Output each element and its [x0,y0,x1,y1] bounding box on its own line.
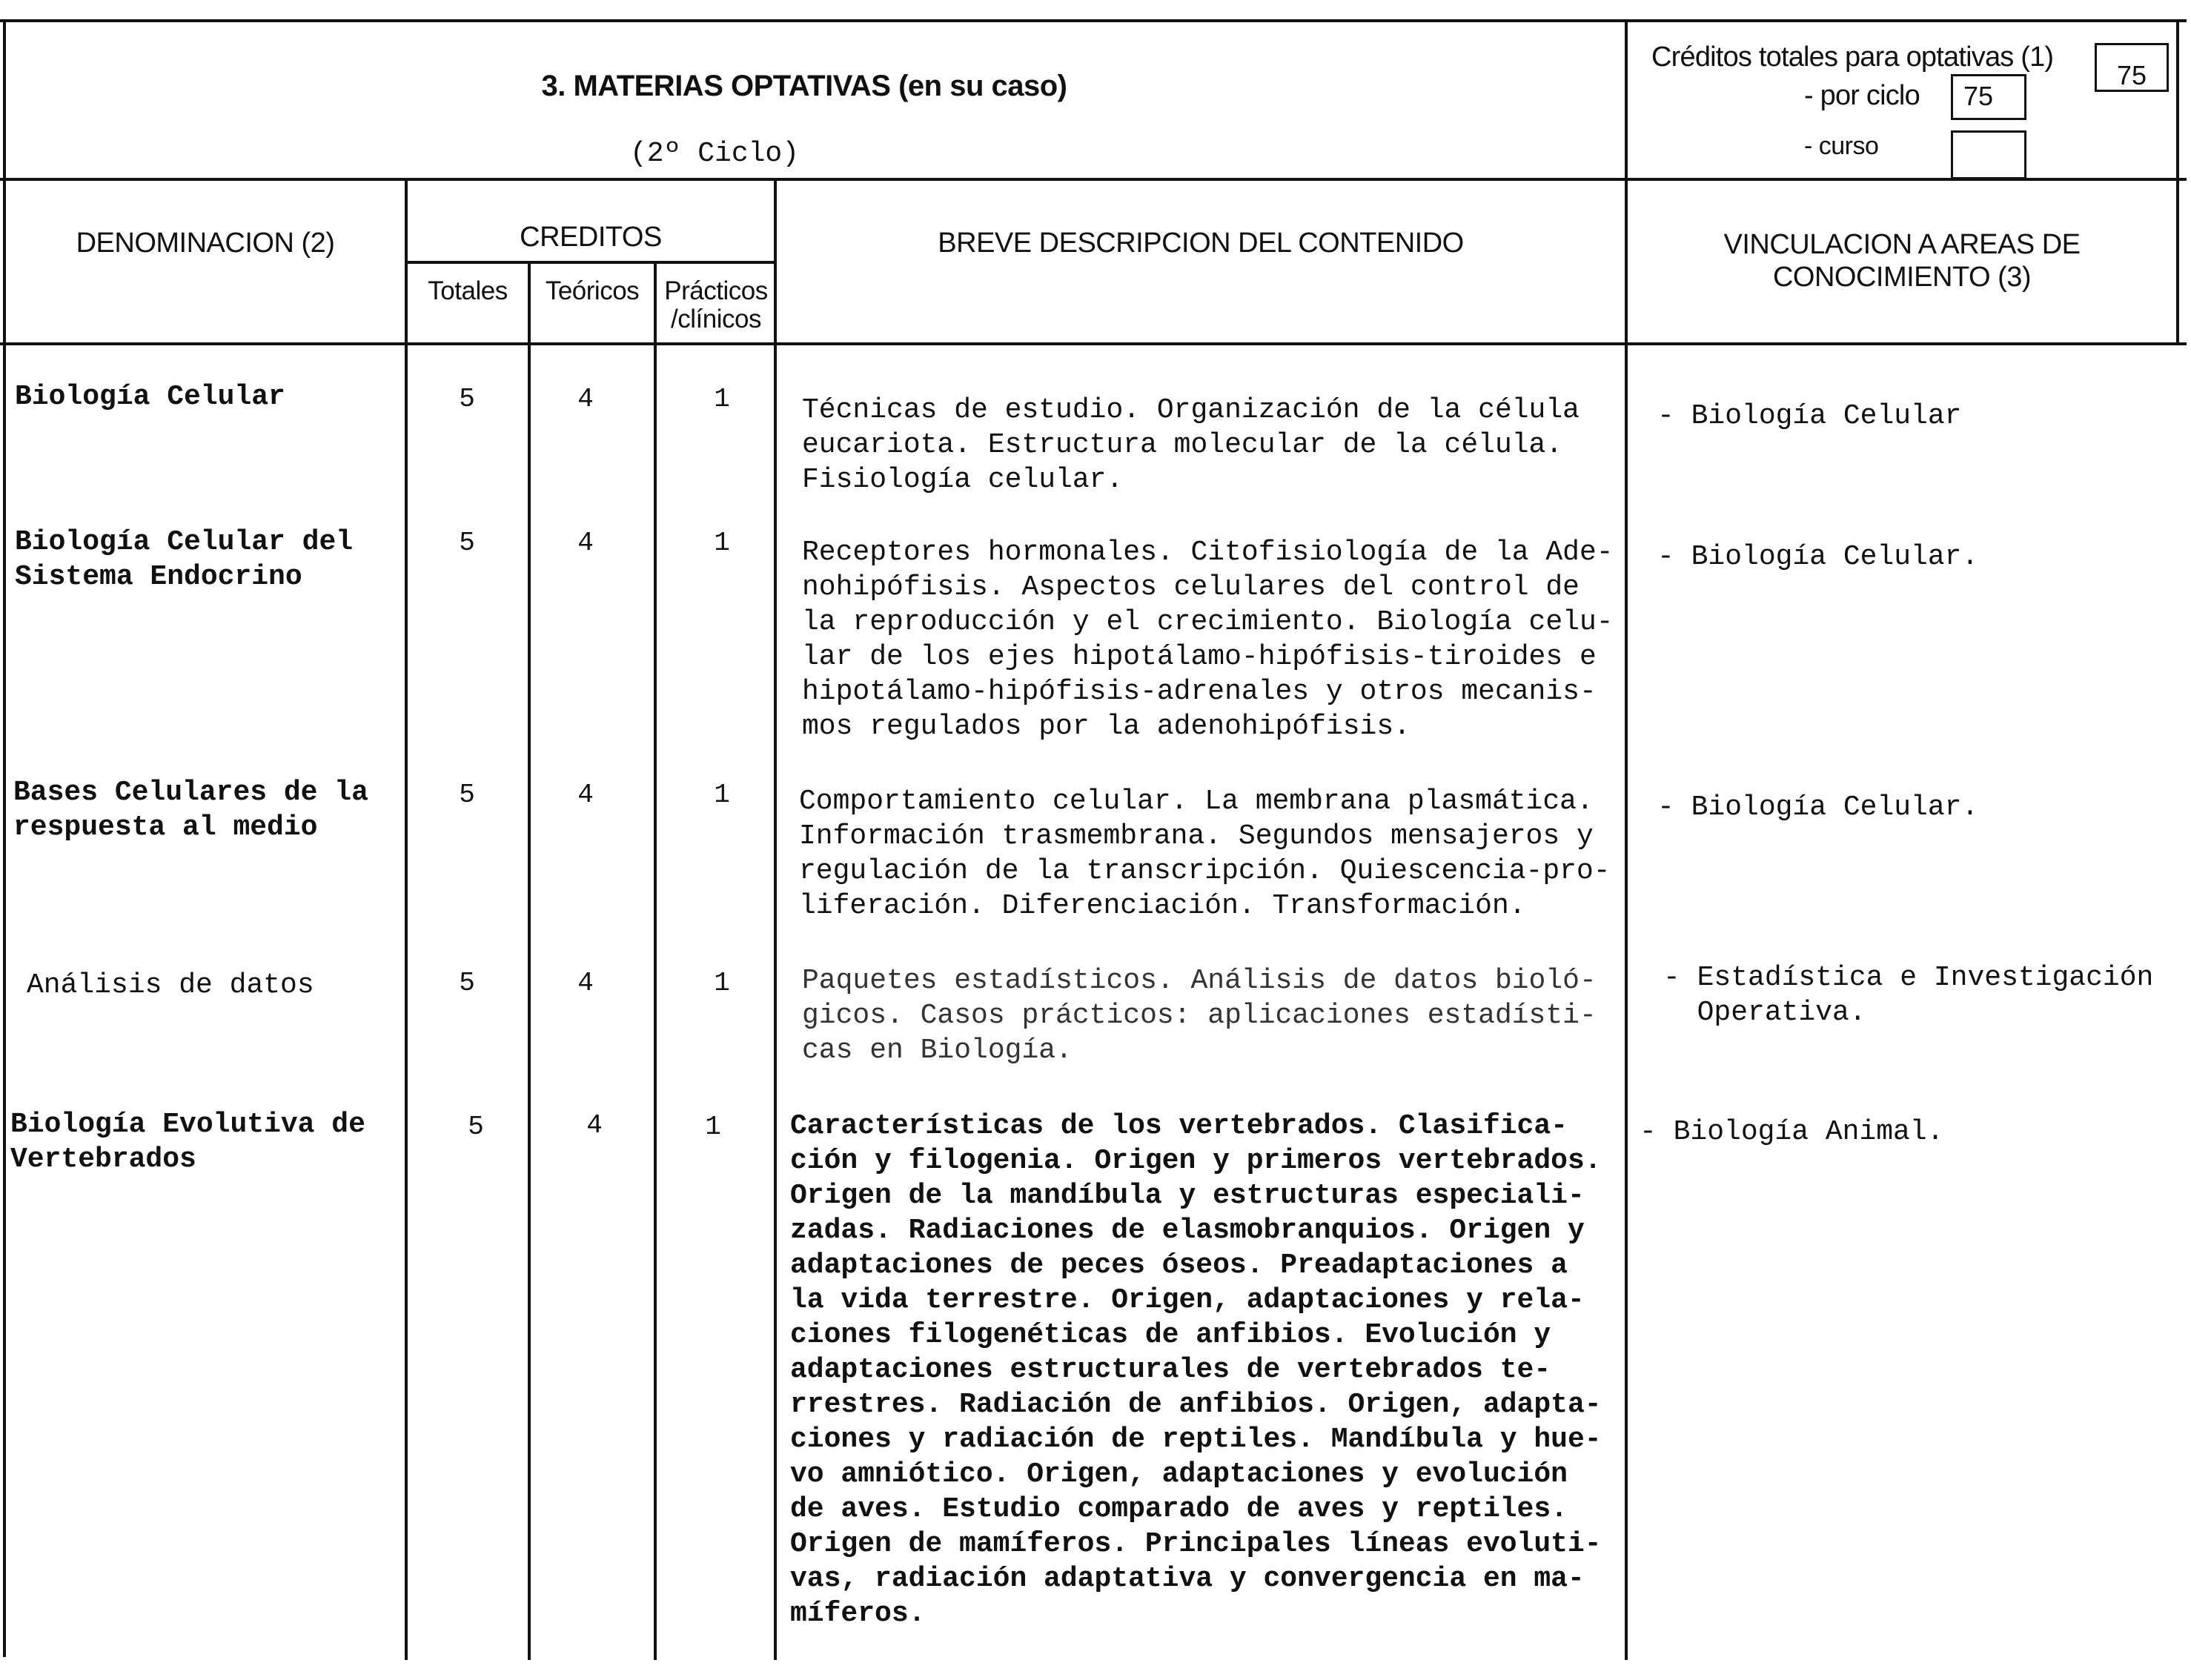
row-5-teoricos: 4 [586,1110,603,1141]
col-header-vinculacion-line1: VINCULACION A AREAS DE [1723,229,2081,260]
col-header-vinculacion [1628,228,2176,293]
per-cycle-box [1951,74,2026,120]
left-border [3,19,6,1657]
per-cycle-label: - por ciclo [1804,80,1920,111]
row-2-teoricos: 4 [577,528,594,558]
credits-total-value: 75 [2116,60,2147,90]
row-1-area: - Biología Celular [1657,400,1962,432]
header-bottom-line [0,178,2187,181]
row-2-name: Biología Celular del Sistema Endocrino [15,526,354,593]
row-4-name: Análisis de datos [27,969,314,1001]
row-4-totales: 5 [459,968,475,998]
col-header-totales: Totales [428,276,508,305]
row-3-name: Bases Celulares de la respuesta al medio [13,777,368,843]
right-border [2176,19,2179,345]
row-4-description: Paquetes estadísticos. Análisis de datos bioló- gicos. Casos prácticos: aplicaciones estadísti- cas en Biología. [802,965,1597,1066]
row-3-area: - Biología Celular. [1657,791,1979,823]
row-4-practicos: 1 [714,968,730,998]
column-header-bottom-line [0,342,2187,345]
row-4-teoricos: 4 [577,968,594,998]
col-sep-denominacion [405,178,408,1660]
row-3-practicos: 1 [714,780,730,810]
course-box [1951,130,2026,179]
row-4-area: - Estadística e Investigación Operativa. [1663,962,2154,1029]
cycle-label: (2º Ciclo) [630,138,800,170]
page-title: 3. MATERIAS OPTATIVAS (en su caso) [541,70,1067,102]
creditos-sub-line [406,261,775,264]
col-header-practicos-line2: /clínicos [671,305,761,333]
col-header-vinculacion-line2: CONOCIMIENTO (3) [1772,262,2032,293]
row-5-totales: 5 [468,1112,484,1142]
row-5-description: Características de los vertebrados. Clasifica- ción y filogenia. Origen y primeros vertebrados. Origen de la mandíbula y estructuras especiali- zadas. Radiaciones de elasmobranquios. Origen y adaptaciones de peces óseos. Preadaptaciones a la vida terrestre. Origen, adaptaciones y rela- ciones filogenéticas de anfibios. Evolución y adaptaciones estructurales de vertebrados te- rrestres. Radiación de anfibios. Origen, adapta- ciones y radiación de reptiles. Mandíbula y hue- vo amniótico. Origen, adaptaciones y evolución de aves. Estudio comparado de aves y reptiles. Origen de mamíferos. Principales líneas evoluti- vas, radiación adaptativa y convergencia en ma- míferos. [790,1110,1602,1630]
col-sep-totales [528,261,531,1660]
row-1-name: Biología Celular [15,381,285,413]
col-header-denominacion: DENOMINACION (2) [76,228,335,259]
row-1-practicos: 1 [714,384,730,414]
row-3-teoricos: 4 [577,780,594,810]
col-header-descripcion: BREVE DESCRIPCION DEL CONTENIDO [938,228,1464,259]
row-2-totales: 5 [459,528,475,558]
row-5-name: Biología Evolutiva de Vertebrados [10,1109,365,1175]
row-5-practicos: 1 [705,1112,721,1142]
row-1-description: Técnicas de estudio. Organización de la célula eucariota. Estructura molecular de la célula. Fisiología celular. [802,394,1580,496]
col-sep-teoricos [654,261,657,1660]
col-header-practicos [657,277,775,333]
credits-total-label: Créditos totales para optativas (1) [1651,41,2054,73]
per-cycle-value: 75 [1963,81,1994,111]
row-3-description: Comportamiento celular. La membrana plasmática. Información trasmembrana. Segundos mensajeros y regulación de la transcripción. Quiescencia-pro- liferación. Diferenciación. Transformación. [799,786,1611,922]
row-3-totales: 5 [459,780,475,810]
col-header-practicos-line1: Prácticos [664,276,768,305]
col-sep-practicos [774,178,777,1660]
col-header-teoricos: Teóricos [545,276,640,305]
top-border [0,19,2187,22]
row-2-practicos: 1 [714,528,730,558]
row-5-area: - Biología Animal. [1640,1116,1944,1148]
credits-total-box [2095,43,2169,92]
course-label: - curso [1804,132,1879,160]
row-1-totales: 5 [459,384,475,414]
row-2-description: Receptores hormonales. Citofisiología de la Ade- nohipófisis. Aspectos celulares del control de la reproducción y el crecimiento. Biología celu- lar de los ejes hipotálamo-hipófisis-tiroides e hipotálamo-hipófisis-adrenales y otros mecanis- mos regulados por la adenohipófisis. [802,537,1614,743]
row-1-teoricos: 4 [577,384,594,414]
row-2-area: - Biología Celular. [1657,541,1979,573]
col-header-creditos: CREDITOS [520,222,662,253]
